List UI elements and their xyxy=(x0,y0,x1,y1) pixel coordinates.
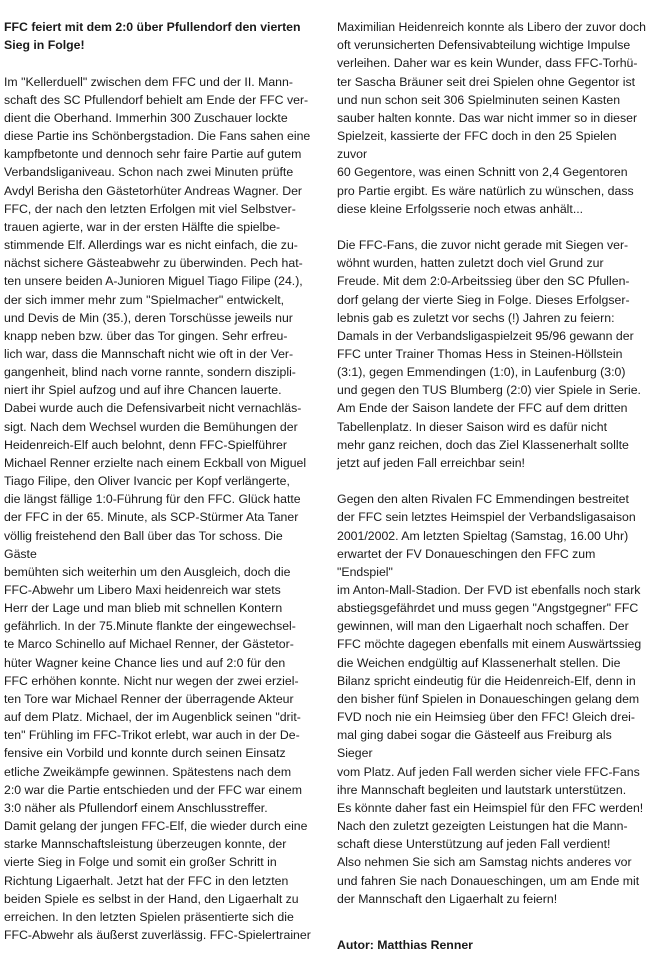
article-author: Autor: Matthias Renner xyxy=(337,937,473,952)
left-column xyxy=(4,0,316,962)
right-column-paragraph-1: Maximilian Heidenreich konnte als Libero der zuvor doch oft verunsicherten Defensivabteilung wichtige Impulse verleihen. Daher war es kein Wunder, dass FFC-Torhü- ter Sascha Bräuner seit drei Spielen ohne Gegentor ist und nun schon seit 306 Spielminuten seinen Kasten sauber halten konnte. Das war nicht immer so in dieser Spielzeit, kassierte der FFC doch in den 25 Spielen zuvor 60 Gegentore, was einen Schnitt von 2,4 Gegentoren pro Partie ergibt. Es wäre natürlich zu wünschen, dass diese kleine Erfolgsserie noch etwas anhält... xyxy=(337,20,646,216)
right-column xyxy=(337,0,649,972)
article-headline: FFC feiert mit dem 2:0 über Pfullendorf den vierten Sieg in Folge! xyxy=(4,20,301,53)
left-column-text: Im "Kellerduell" zwischen dem FFC und der II. Mann- schaft des SC Pfullendorf behielt am Ende der FFC ver- dient die Oberhand. Immerhin 300 Zuschauer lockte diese Partie ins Schönbergstadion. Die Fans sahen eine kampfbetonte und dennoch sehr faire Partie auf gutem Verbandsliganiveau. Schon nach zwei Minuten prüfte Avdyl Berisha den Gästetorhüter Andreas Wagner. Der FFC, der nach den letzten Erfolgen mit viel Selbstver- trauen agierte, war in der ersten Hälfte die spielbe- stimmende Elf. Allerdings war es nicht einfach, die zu- nächst sichere Gästeabwehr zu überwinden. Pech hat- ten unsere beiden A-Junioren Miguel Tiago Filipe (24.), der sich immer mehr zum "Spielmacher" entwickelt, und Devis de Min (35.), deren Torschüsse jeweils nur knapp neben bzw. über das Tor gingen. Sehr erfreu- lich war, dass die Mannschaft nicht wie oft in der Ver- gangenheit, blind nach vorne rannte, sondern diszipli- niert ihr Spiel aufzog und auf ihre Chancen lauerte. Dabei wurde auch die Defensivarbeit nicht vernachläs- sigt. Nach dem Wechsel wurden die Bemühungen der Heidenreich-Elf auch belohnt, denn FFC-Spielführer Michael Renner erzielte nach einem Eckball von Miguel Tiago Filipe, den Oliver Ivancic per Kopf verlängerte, die längst fällige 1:0-Führung für den FFC. Glück hatte der FFC in der 65. Minute, als SCP-Stürmer Ata Taner völlig freistehend den Ball über das Tor schoss. Die Gäste bemühten sich weiterhin um den Ausgleich, doch die FFC-Abwehr um Libero Maxi heidenreich war stets Herr der Lage und man blieb mit schnellen Kontern gefährlich. In der 75.Minute flankte der eingewechsel- te Marco Schinello auf Michael Renner, der Gästetor- hüter Wagner keine Chance lies und auf 2:0 für den FFC erhöhen konnte. Nicht nur wegen der zwei erziel- ten Tore war Michael Renner der überragende Akteur auf dem Platz. Michael, der im Augenblick seinen "drit- ten" Frühling im FFC-Trikot erlebt, war auch in der De- fensive ein Vorbild und konnte durch seinen Einsatz etliche Zweikämpfe gewinnen. Spätestens nach dem 2:0 war die Partie entschieden und der FFC war einem 3:0 näher als Pfullendorf einem Anschlusstreffer. Damit gelang der jungen FFC-Elf, die wieder durch eine starke Mannschaftsleistung überzeugen konnte, der vierte Sieg in Folge und somit ein großer Schritt in Richtung Ligaerhalt. Jetzt hat der FFC in den letzten beiden Spiele es selbst in der Hand, den Ligaerhalt zu erreichen. In den letzten Spielen präsentierte sich die FFC-Abwehr als äußerst zuverlässig. FFC-Spielertrainer xyxy=(4,74,311,942)
right-column-paragraph-3: Gegen den alten Rivalen FC Emmendingen bestreitet der FFC sein letztes Heimspiel der Verbandsligasaison 2001/2002. Am letzten Spieltag (Samstag, 16.00 Uhr) erwartet der FV Donaueschingen den FFC zum "Endspiel" im Anton-Mall-Stadion. Der FVD ist ebenfalls noch stark abstiegsgefährdet und muss gegen "Angstgegner" FFC gewinnen, will man den Ligaerhalt noch schaffen. Der FFC möchte dagegen ebenfalls mit einem Auswärtssieg die Weichen endgültig auf Klassenerhalt stellen. Die Bilanz spricht eindeutig für die Heidenreich-Elf, denn in den bisher fünf Spielen in Donaueschingen gelang dem FVD noch nie ein Heimsieg über den FFC! Gleich drei- mal ging dabei sogar die Gästeelf aus Freiburg als Sieger vom Platz. Auf jeden Fall werden sicher viele FFC-Fans ihre Mannschaft begleiten und lautstark unterstützen. Es könnte daher fast ein Heimspiel für den FFC werden! Nach den zuletzt gezeigten Leistungen hat die Mann- schaft diese Unterstützung auf jeden Fall verdient! Also nehmen Sie sich am Samstag nichts anderes vor und fahren Sie nach Donaueschingen, um am Ende mit der Mannschaft den Ligaerhalt zu feiern! xyxy=(337,492,644,906)
right-column-paragraph-2: Die FFC-Fans, die zuvor nicht gerade mit Siegen ver- wöhnt wurden, hatten zuletzt doch viel Grund zur Freude. Mit dem 2:0-Arbeitssieg über den SC Pfullen- dorf gelang der vierte Sieg in Folge. Dieses Erfolgser- lebnis gab es zuletzt vor sechs (!) Jahren zu feiern: Damals in der Verbandsligaspielzeit 95/96 gewann der FFC unter Trainer Thomas Hess in Steinen-Höllstein (3:1), gegen Emmendingen (1:0), in Laufenburg (3:0) und gegen den TUS Blumberg (2:0) vier Spiele in Serie. Am Ende der Saison landete der FFC auf dem dritten Tabellenplatz. In dieser Saison wird es dafür nicht mehr ganz reichen, doch das Ziel Klassenerhalt sollte jetzt auf jeden Fall erreichbar sein! xyxy=(337,238,641,470)
